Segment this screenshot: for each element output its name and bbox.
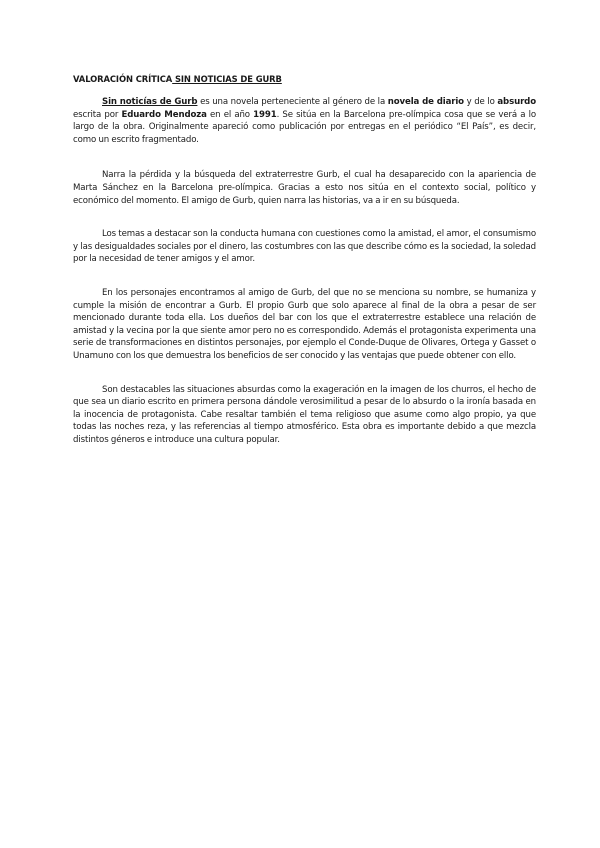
paragraph-themes: Los temas a destacar son la conducta humana con cuestiones como la amistad, el amor, el consumismo y las desigualdades sociales por el dinero, las costumbres con las que describe cómo es la sociedad, la soledad por la necesidad de tener amigos y el amor. (73, 229, 536, 265)
book-title-underlined: Sin noticías de Gurb (102, 97, 198, 107)
genre-absurd: absurdo (497, 97, 536, 107)
paragraph-absurd-situations: Son destacables las situaciones absurdas como la exageración en la imagen de los churros, el hecho de que sea un diario escrito en primera persona dándole verosimilitud a pesar de lo absurdo o la ironía basada en la inocencia de protagonista. Cabe resaltar también el tema religioso que asume como algo propio, ya que todas las noches reza, y las referencias al tiempo atmosférico. Esta obra es importante debido a que mezcla distintos géneros e introduce una cultura popular. (73, 384, 536, 445)
publication-year: 1991 (253, 109, 277, 120)
document-title (73, 73, 536, 85)
title-prefix: VALORACIÓN CRÍTICA (73, 74, 173, 84)
intro-paragraph (73, 96, 536, 146)
author-name: Eduardo Mendoza (121, 109, 207, 120)
intro-text-4: en el año (206, 109, 254, 120)
paragraph-characters: En los personajes encontramos al amigo de Gurb, del que no se menciona su nombre, se humaniza y cumple la misión de encontrar a Gurb. El propio Gurb que solo aparece al final de la obra a pesar de ser mencionado durante toda ella. Los dueños del bar con los que el extraterrestre establece una relación de amistad y la vecina por la que siente amor pero no es correspondido. Además el protagonista experimenta una serie de transformaciones en distintos personajes, por ejemplo el Conde-Duque de Olivares, Ortega y Gasset o Unamuno con los que demuestra los beneficios de ser conocido y las ventajas que puede obtener con ello. (73, 287, 536, 361)
intro-text-5: . Se sitúa en la Barcelona pre-olímpica cosa que se verá a lo largo de la obra. Originalmente apareció como publicación por entregas en el periódico “El País”, es decir, como un escrito fragmentado. (73, 109, 536, 145)
intro-text-3: escrita por (73, 109, 122, 120)
title-book-name: SIN NOTICIAS DE GURB (172, 74, 282, 84)
intro-text-1: es una novela perteneciente al género de la (197, 97, 388, 107)
genre-diary: novela de diario (387, 97, 464, 107)
intro-text-2: y de lo (463, 97, 498, 107)
paragraph-plot: Narra la pérdida y la búsqueda del extraterrestre Gurb, el cual ha desaparecido con la apariencia de Marta Sánchez en la Barcelona pre-olímpica. Gracias a esto nos sitúa en el contexto social, político y económico del momento. El amigo de Gurb, quien narra las historias, va a ir en su búsqueda. (73, 170, 536, 206)
